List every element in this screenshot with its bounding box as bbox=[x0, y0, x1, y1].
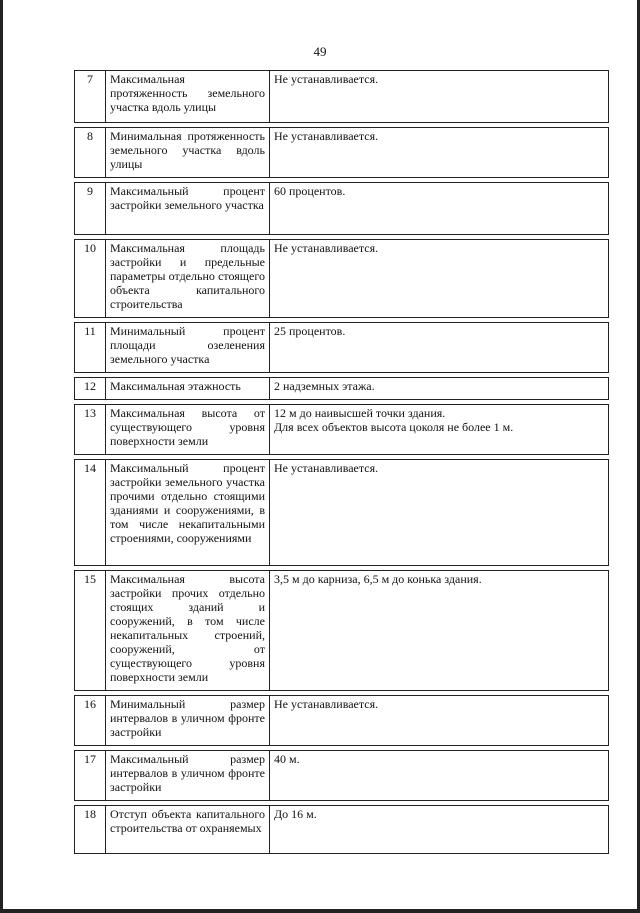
parameter-value: Не устанавливается. bbox=[270, 696, 609, 746]
row-number: 17 bbox=[75, 751, 106, 801]
row-number: 9 bbox=[75, 183, 106, 235]
parameter-name: Максимальная протяженность земельного участка вдоль улицы bbox=[106, 71, 270, 123]
table-row bbox=[75, 405, 609, 455]
parameter-name: Максимальная высота застройки прочих отдельно стоящих зданий и сооружений, в том числе некапитальных строений, сооружений, от существующего уровня поверхности земли bbox=[106, 571, 270, 691]
parameter-name: Максимальный размер интервалов в уличном фронте застройки bbox=[106, 751, 270, 801]
row-number: 8 bbox=[75, 128, 106, 178]
parameter-name: Отступ объекта капитального строительства от охраняемых bbox=[106, 806, 270, 854]
parameter-name: Максимальная этажность bbox=[106, 378, 270, 400]
parameter-name: Максимальная площадь застройки и предельные параметры отдельно стоящего объекта капитального строительства bbox=[106, 240, 270, 318]
parameter-value: 60 процентов. bbox=[270, 183, 609, 235]
table-row bbox=[75, 751, 609, 801]
parameter-value: Не устанавливается. bbox=[270, 128, 609, 178]
table-row bbox=[75, 323, 609, 373]
parameter-value: Не устанавливается. bbox=[270, 460, 609, 566]
scan-edge-bottom bbox=[0, 909, 640, 913]
row-number: 13 bbox=[75, 405, 106, 455]
row-number: 14 bbox=[75, 460, 106, 566]
parameter-value: 12 м до наивысшей точки здания. bbox=[274, 406, 446, 420]
parameter-name: Максимальная высота от существующего уровня поверхности земли bbox=[106, 405, 270, 455]
table-row bbox=[75, 378, 609, 400]
parameter-value: До 16 м. bbox=[270, 806, 609, 854]
parameter-value-cell bbox=[270, 405, 609, 455]
parameter-value: Не устанавливается. bbox=[270, 71, 609, 123]
scan-edge-left bbox=[0, 0, 3, 913]
row-number: 15 bbox=[75, 571, 106, 691]
row-number: 18 bbox=[75, 806, 106, 854]
row-number: 7 bbox=[75, 71, 106, 123]
table-row bbox=[75, 128, 609, 178]
table-row bbox=[75, 460, 609, 566]
parameter-value: Не устанавливается. bbox=[270, 240, 609, 318]
parameter-value: 25 процентов. bbox=[270, 323, 609, 373]
table-row bbox=[75, 806, 609, 854]
table-row bbox=[75, 183, 609, 235]
page-number: 49 bbox=[313, 44, 327, 59]
row-number: 12 bbox=[75, 378, 106, 400]
row-number: 10 bbox=[75, 240, 106, 318]
table-row bbox=[75, 240, 609, 318]
table-row bbox=[75, 696, 609, 746]
parameter-name: Максимальный процент застройки земельного участка bbox=[106, 183, 270, 235]
table-row bbox=[75, 71, 609, 123]
parameters-table bbox=[74, 70, 609, 854]
parameter-value: 40 м. bbox=[270, 751, 609, 801]
parameter-name: Максимальный процент застройки земельного участка прочими отдельно стоящими зданиями и сооружениями, в том числе некапитальными строениями, сооружениями bbox=[106, 460, 270, 566]
parameter-name: Минимальный процент площади озеленения земельного участка bbox=[106, 323, 270, 373]
parameter-name: Минимальная протяженность земельного участка вдоль улицы bbox=[106, 128, 270, 178]
table-row bbox=[75, 571, 609, 691]
parameter-value-note: Для всех объектов высота цоколя не более 1 м. bbox=[274, 420, 514, 434]
row-number: 11 bbox=[75, 323, 106, 373]
parameter-value: 2 надземных этажа. bbox=[270, 378, 609, 400]
parameter-name: Минимальный размер интервалов в уличном фронте застройки bbox=[106, 696, 270, 746]
parameter-value: 3,5 м до карниза, 6,5 м до конька здания. bbox=[270, 571, 609, 691]
row-number: 16 bbox=[75, 696, 106, 746]
